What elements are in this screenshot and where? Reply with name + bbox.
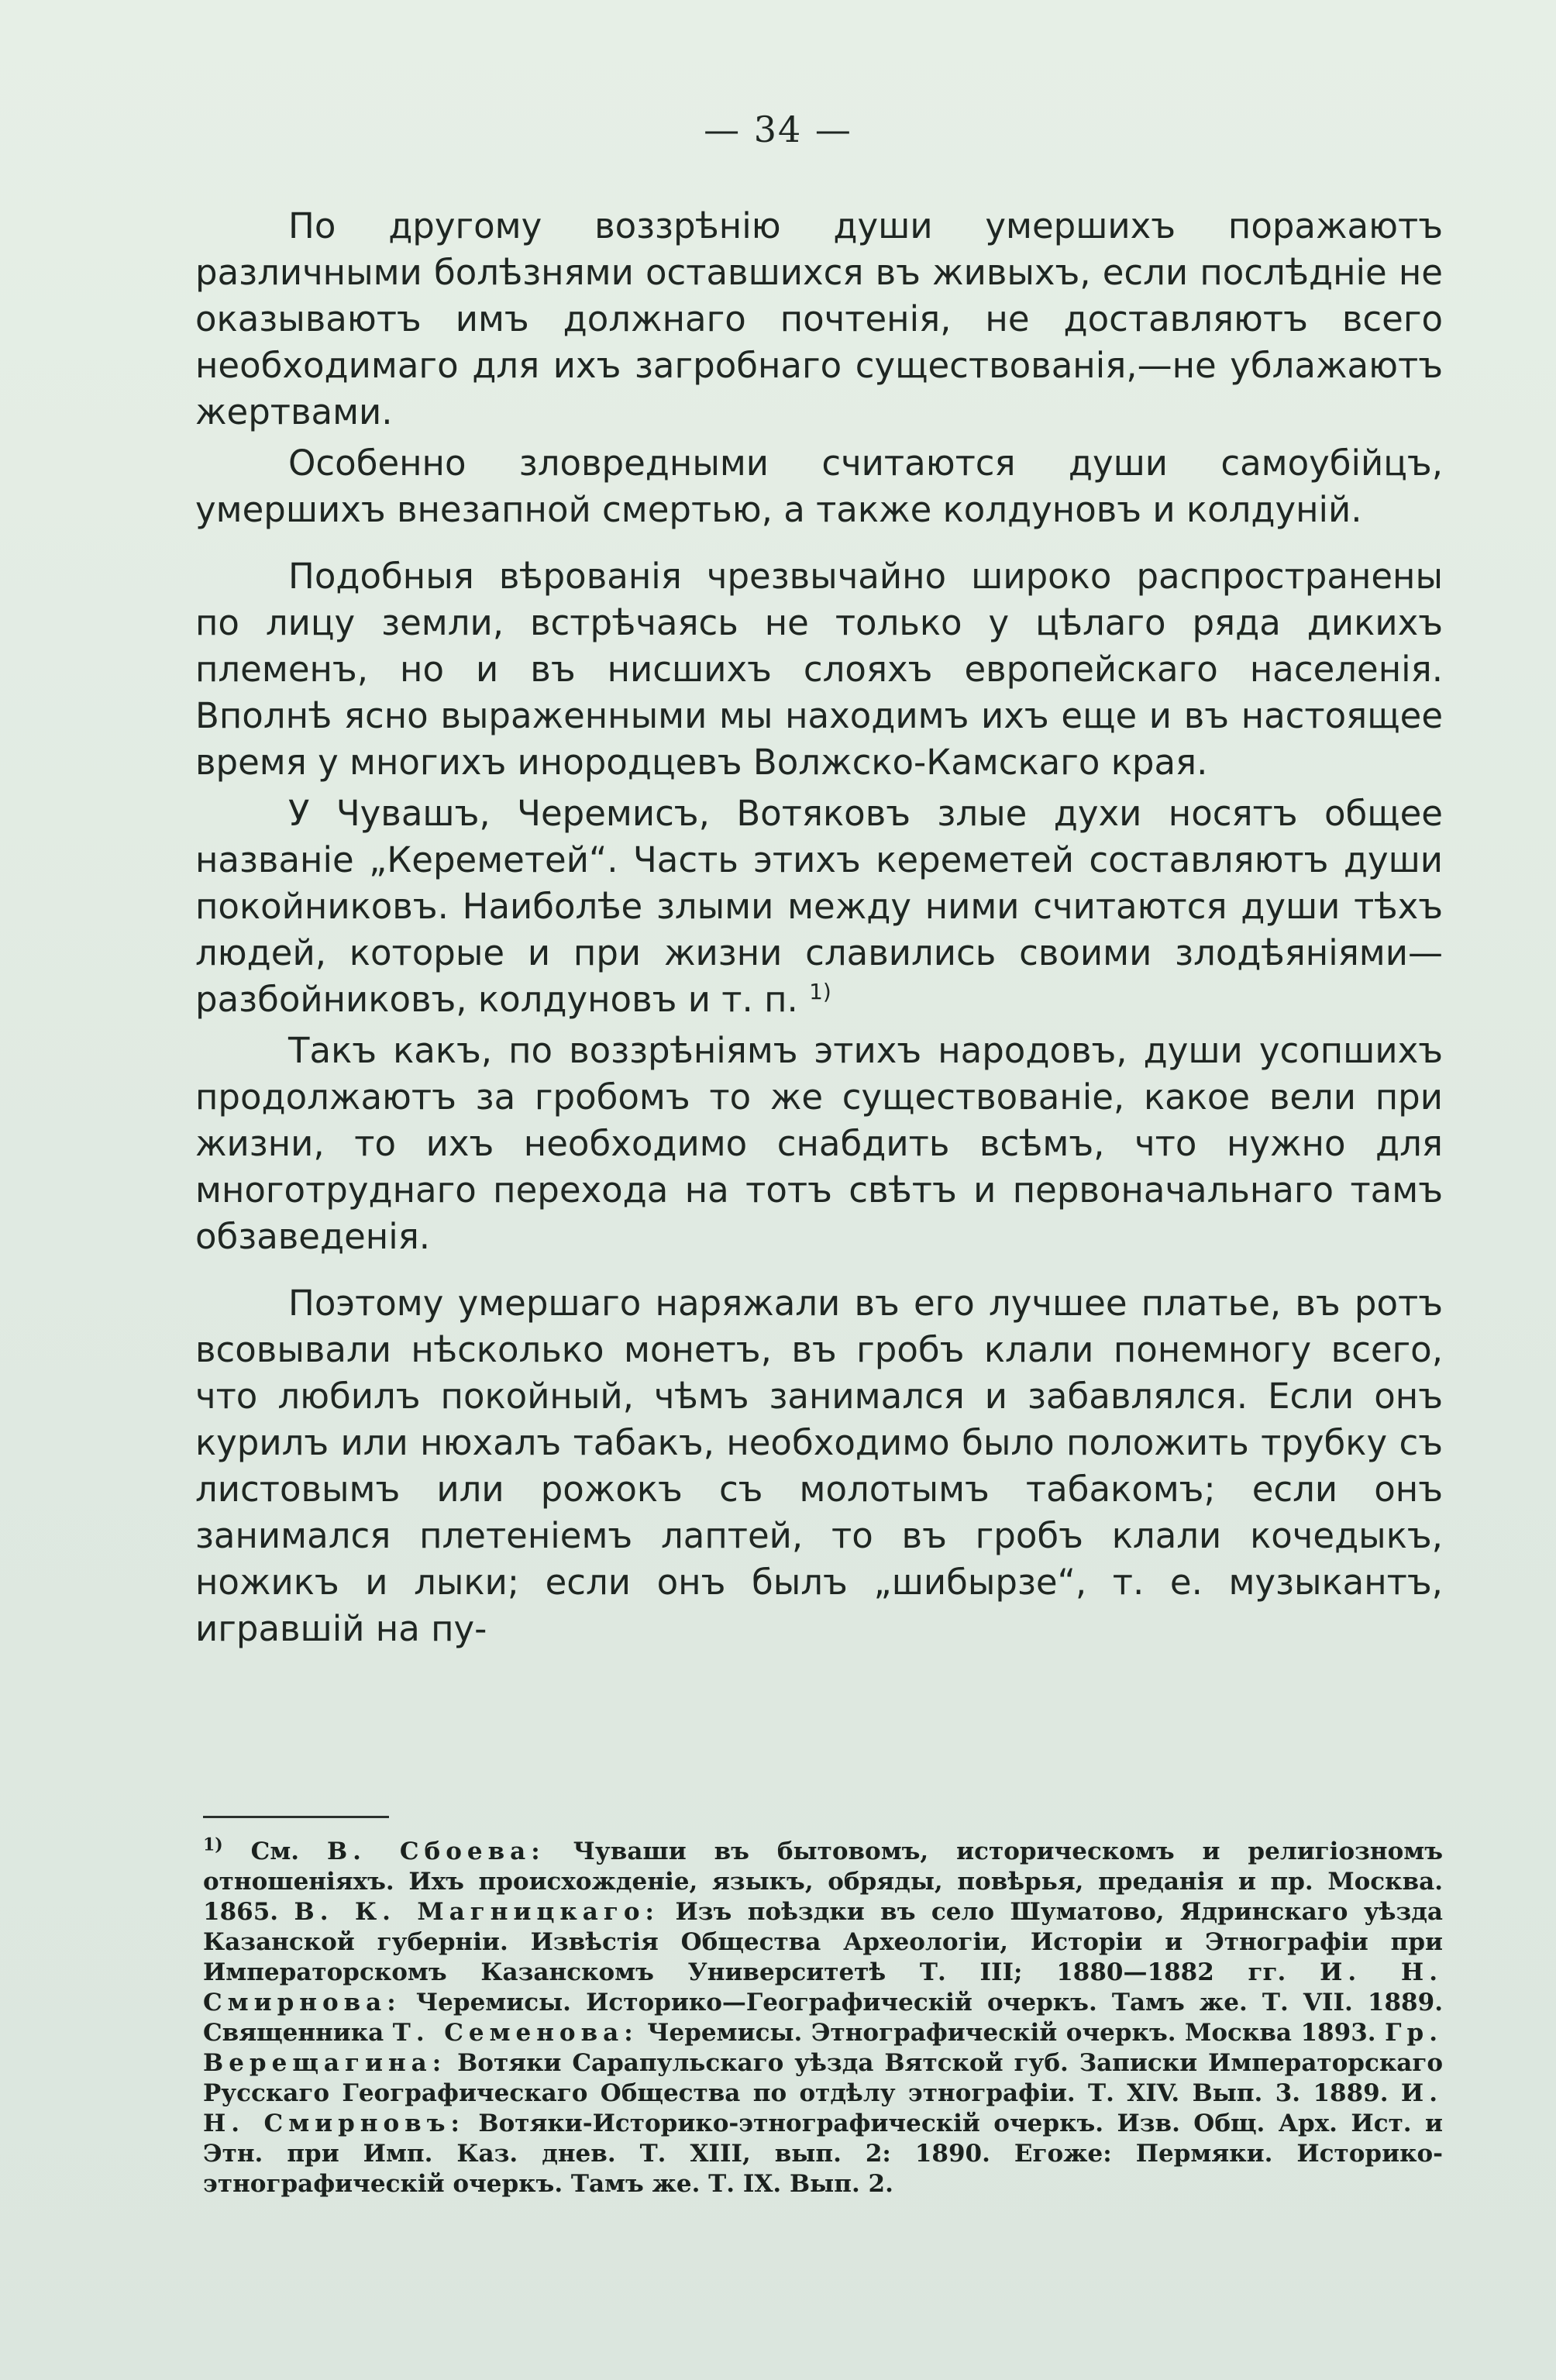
footnote-marker: 1) [203,1834,223,1855]
footnote-citation: Черемисы. Историко—Географическій очеркъ. Тамъ же. Т. VII. 1889. Священника [203,1989,1443,2047]
paragraph-4 [195,790,1443,1023]
footnote-author: В. К. Магницкаго: [294,1898,659,1926]
footnote-citation: Черемисы. Этнографическій очеркъ. Москва 1893. [647,2019,1376,2047]
paragraph-2: Особенно зловредными считаются души самоубійцъ, умершихъ внезапной смертью, а также колдуновъ и колдуній. [195,443,1443,530]
footnote-author: Т. Семенова: [392,2019,639,2047]
footnote-citation: Изъ поѣздки въ село Шуматово, Ядринскаго уѣзда Казанской губерніи. Извѣстія Общества Археологіи, Исторіи и Этнографіи при Императорскомъ Казанскомъ Университетѣ Т. III; 1880—1882 гг. [203,1898,1444,1986]
footnote [203,1834,1444,2199]
footnote-divider [203,1816,389,1818]
footnote-citation: Вотяки-Историко-этнографическій очеркъ. Изв. Общ. Арх. Ист. и Этн. при Имп. Каз. днев. Т. XIII, вып. 2: 1890. [203,2110,1444,2168]
page-number: — 34 — [704,108,852,150]
footnote-author: В. Сбоева: [326,1838,546,1865]
paragraph-1: По другому воззрѣнію души умершихъ поражаютъ различными болѣзнями оставшихся въ живыхъ, если послѣдніе не оказываютъ имъ должнаго почтенія, не доставляютъ всего необходимаго для ихъ загробнаго существованія,—не ублажаютъ жертвами. [195,205,1443,432]
footnote-lead: См. [250,1838,300,1865]
paragraph-3: Подобныя вѣрованія чрезвычайно широко распространены по лицу земли, встрѣчаясь не только у цѣлаго ряда дикихъ племенъ, но и въ нисшихъ слояхъ европейскаго населенія. Вполнѣ ясно выраженными мы находимъ ихъ еще и въ настоящее время у многихъ инородцевъ Волжско-Камскаго края. [195,556,1443,783]
footnote-author: Гр. Верещагина: [203,2019,1443,2077]
footnote-author: И. Н. Смирновъ: [203,2079,1443,2137]
footnote-author: Егоже: [1014,2140,1112,2168]
paragraph-6: Поэтому умершаго наряжали въ его лучшее платье, въ ротъ всовывали нѣсколько монетъ, въ гробъ клали понемногу всего, что любилъ покойный, чѣмъ занимался и забавлялся. Если онъ курилъ или нюхалъ табакъ, необходимо было положить трубку съ листовымъ или рожокъ съ молотымъ табакомъ; если онъ занимался плетеніемъ лаптей, то въ гробъ клали кочедыкъ, ножикъ и лыки; если онъ былъ „шибырзе“, т. е. музыкантъ, игравшій на пу- [195,1283,1443,1649]
footnote-citation: Пермяки. Историко-этнографическій очеркъ. Тамъ же. Т. IX. Вып. 2. [203,2140,1443,2198]
body-text [195,203,1443,1652]
footnote-reference[interactable]: 1) [809,979,831,1004]
footnote-citation: Вотяки Сарапульскаго уѣзда Вятской губ. Записки Императорскаго Русскаго Географическаго Общества по отдѣлу этнографіи. Т. XIV. Вып. 3. 1889. [203,2049,1444,2107]
paragraph-5: Такъ какъ, по воззрѣніямъ этихъ народовъ, души усопшихъ продолжаютъ за гробомъ то же существованіе, какое вели при жизни, то ихъ необходимо снабдить всѣмъ, что нужно для многотруднаго перехода на тотъ свѣтъ и первоначальнаго тамъ обзаведенія. [195,1030,1443,1257]
paragraph-4-text: У Чувашъ, Черемисъ, Вотяковъ злые духи носятъ общее названіе „Кереметей“. Часть этихъ кереметей составляютъ души покойниковъ. Наиболѣе злыми между ними считаются души тѣхъ людей, которые и при жизни славились своими злодѣяніями—разбойниковъ, колдуновъ и т. п. [195,793,1443,1020]
footnote-citation: Чуваши въ бытовомъ, историческомъ и религіозномъ отношеніяхъ. Ихъ происхожденіе, языкъ, обряды, повѣрья, преданія и пр. Москва. 1865. [203,1838,1443,1926]
footnote-author: И. Н. Смирнова: [203,1958,1443,2017]
